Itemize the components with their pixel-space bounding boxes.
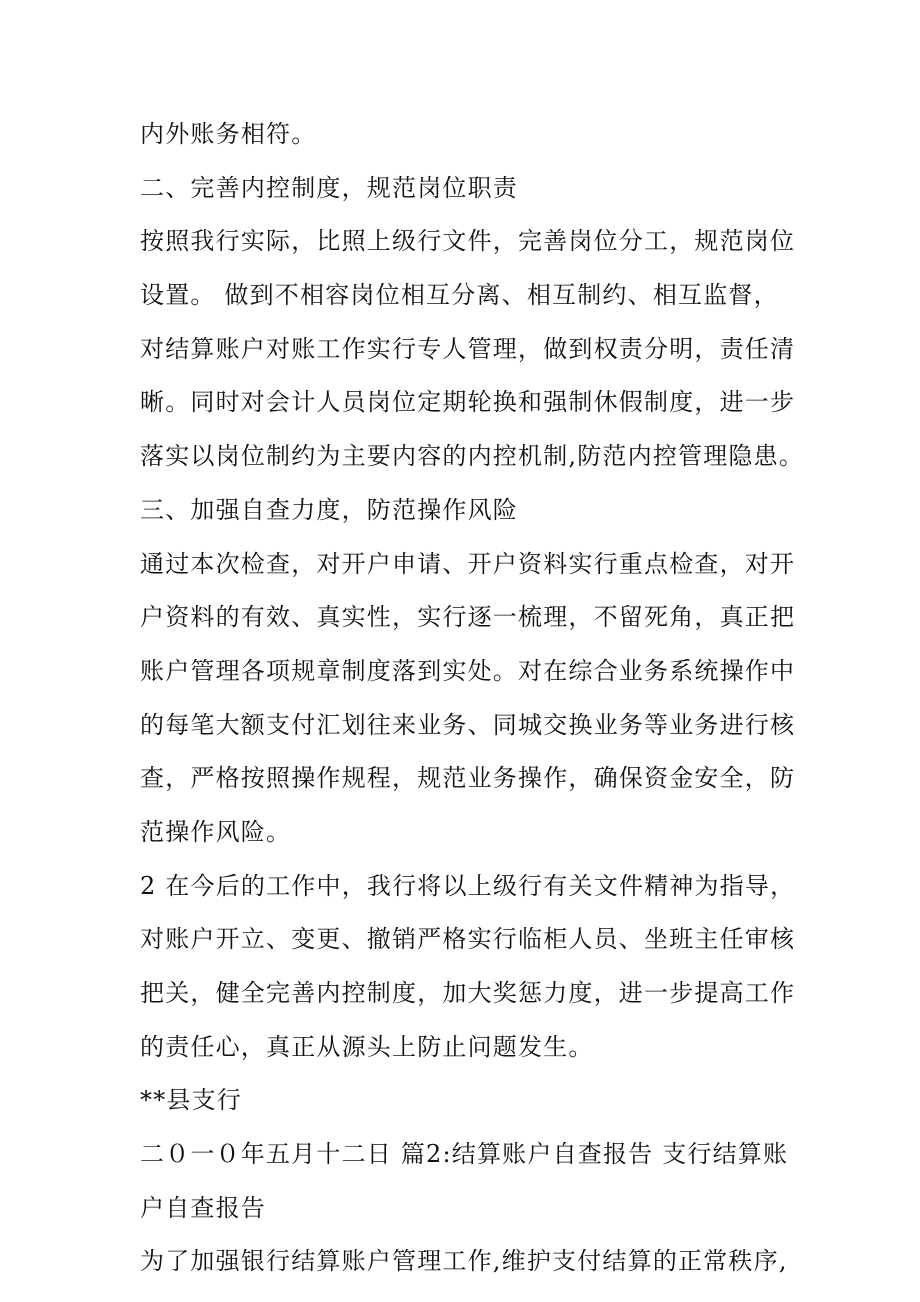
- text-line: 通过本次检查，对开户申请、开户资料实行重点检查，对开: [140, 549, 796, 578]
- text-line: 晰。同时对会计人员岗位定期轮换和强制休假制度，进一步: [140, 388, 796, 417]
- text-line: 查，严格按照操作规程，规范业务操作，确保资金安全，防: [140, 764, 796, 793]
- document-body: [140, 108, 805, 1289]
- text-line: 户自查报告: [140, 1193, 266, 1222]
- text-line: 对账户开立、变更、撤销严格实行临柜人员、坐班主任审核: [140, 925, 796, 954]
- text-line: 账户管理各项规章制度落到实处。对在综合业务系统操作中: [140, 656, 796, 685]
- text-line: 的每笔大额支付汇划往来业务、同城交换业务等业务进行核: [140, 710, 796, 739]
- text-line: 户资料的有效、真实性，实行逐一梳理，不留死角，真正把: [140, 603, 796, 632]
- signature-org: **县支行: [140, 1086, 242, 1115]
- section-heading: 三、加强自查力度，防范操作风险: [140, 495, 518, 524]
- text-line: 设置。 做到不相容岗位相互分离、相互制约、相互监督，: [140, 281, 779, 310]
- date-line: 二０一０年五月十二日 篇2:结算账户自查报告 支行结算账: [140, 1140, 789, 1169]
- text-line: 范操作风险。: [140, 817, 292, 846]
- text-line: 2 在今后的工作中，我行将以上级行有关文件精神为指导，: [140, 871, 796, 900]
- text-line: 为了加强银行结算账户管理工作,维护支付结算的正常秩序,: [140, 1247, 788, 1276]
- text-line: 对结算账户对账工作实行专人管理，做到权责分明，责任清: [140, 334, 796, 363]
- text-line: 的责任心，真正从源头上防止问题发生。: [140, 1032, 594, 1061]
- text-line: 落实以岗位制约为主要内容的内控机制,防范内控管理隐患。: [140, 442, 805, 471]
- section-heading: 二、完善内控制度，规范岗位职责: [140, 173, 518, 202]
- text-line: 把关，健全完善内控制度，加大奖惩力度，进一步提高工作: [140, 979, 796, 1007]
- text-line: 按照我行实际，比照上级行文件，完善岗位分工，规范岗位: [140, 227, 796, 256]
- text-line: 内外账务相符。: [140, 120, 317, 148]
